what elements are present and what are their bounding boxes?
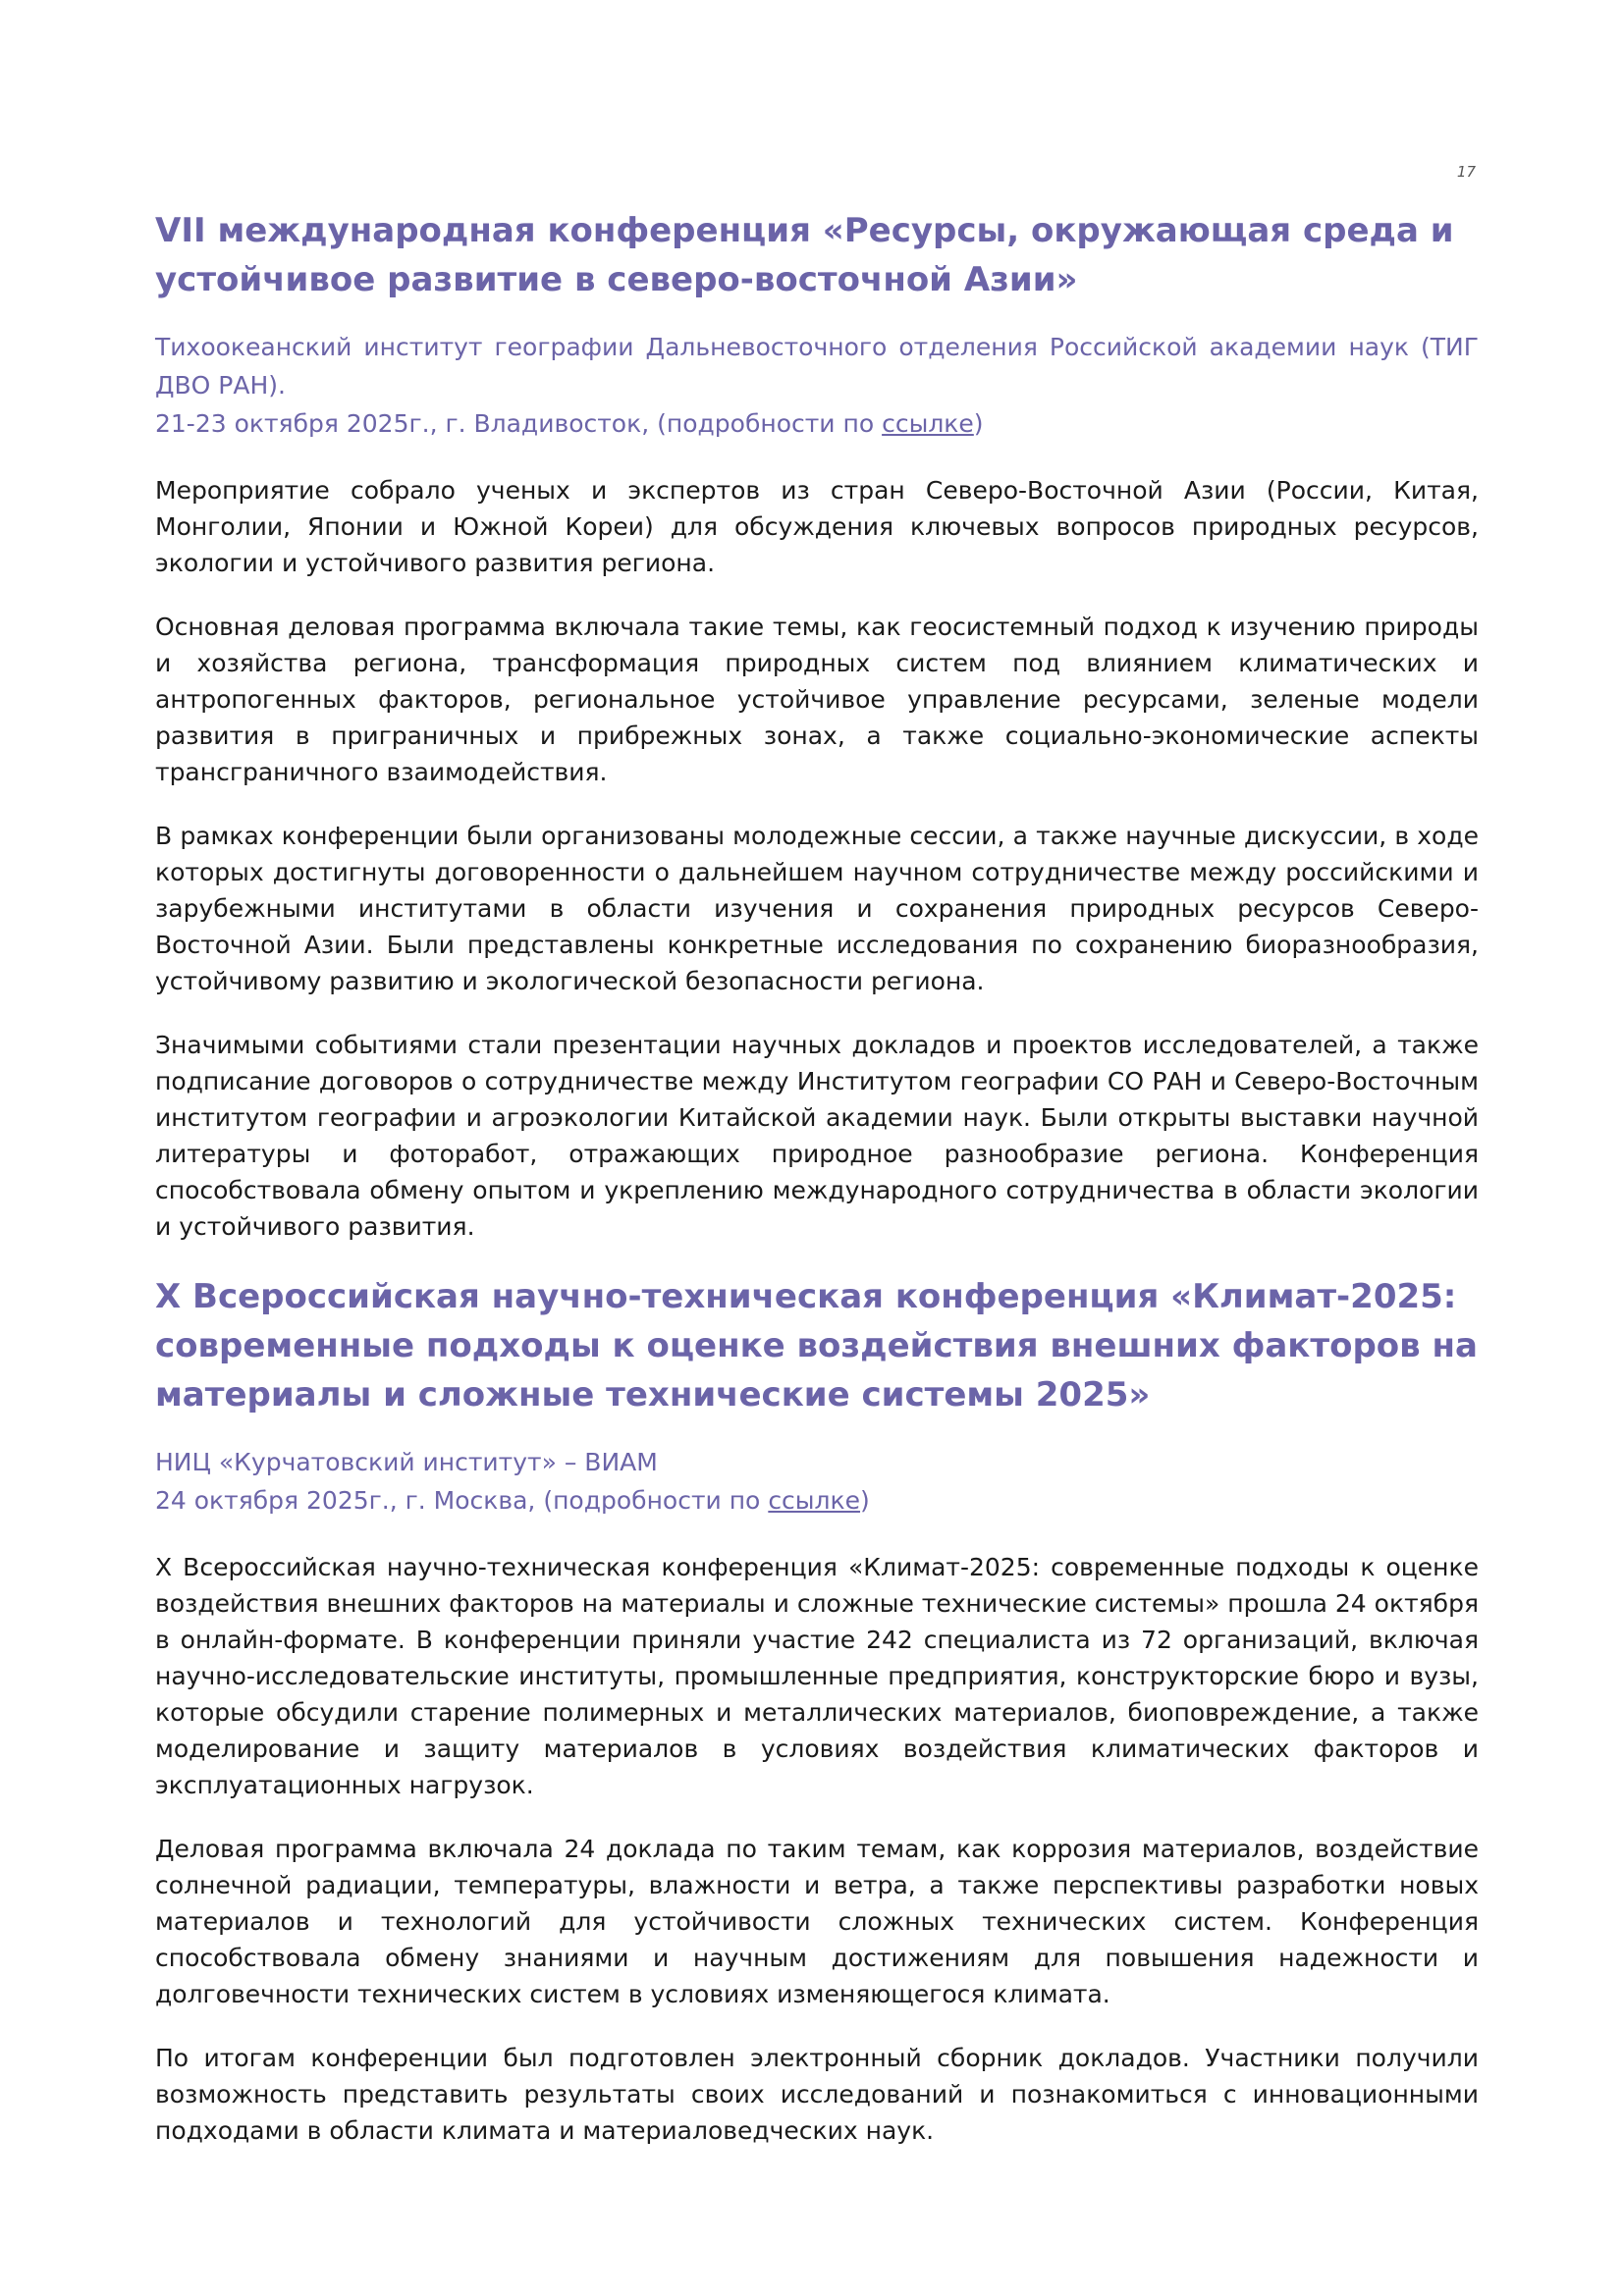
date-place-text: 24 октября 2025г., г. Москва, (подробности по — [155, 1486, 769, 1515]
organizer: НИЦ «Курчатовский институт» – ВИАМ — [155, 1448, 658, 1476]
organizer: Тихоокеанский институт географии Дальневосточного отделения Российской академии наук (ТИГ ДВО РАН). — [155, 333, 1479, 400]
date-place-text: 21-23 октября 2025г., г. Владивосток, (подробности по — [155, 409, 883, 438]
section-meta — [155, 328, 1479, 443]
conference-section-2 — [155, 1272, 1479, 2149]
date-place — [155, 1481, 1479, 1520]
details-link[interactable]: ссылке — [768, 1486, 861, 1515]
paragraph: В рамках конференции были организованы молодежные сессии, а также научные дискуссии, в ходе которых достигнуты договоренности о дальнейшем научном сотрудничестве между российскими и зарубежными институтами в области изучения и сохранения природных ресурсов Северо-Восточной Азии. Были представлены конкретные исследования по сохранению биоразнообразия, устойчивому развитию и экологической безопасности региона. — [155, 822, 1479, 995]
section-meta — [155, 1443, 1479, 1520]
page-number: 17 — [1456, 163, 1476, 181]
paragraph: Значимыми событиями стали презентации научных докладов и проектов исследователей, а также подписание договоров о сотрудничестве между Институтом географии СО РАН и Северо-Восточным институтом географии и агроэкологии Китайской академии наук. Были открыты выставки научной литературы и фоторабот, отражающих природное разнообразие региона. Конференция способствовала обмену опытом и укреплению международного сотрудничества в области экологии и устойчивого развития. — [155, 1031, 1479, 1241]
date-place-end: ) — [973, 409, 984, 438]
page-content — [155, 206, 1479, 2176]
paragraph: Основная деловая программа включала такие темы, как геосистемный подход к изучению природы и хозяйства региона, трансформация природных систем под влиянием климатических и антропогенных факторов, региональное устойчивое управление ресурсами, зеленые модели развития в приграничных и прибрежных зонах, а также социально-экономические аспекты трансграничного взаимодействия. — [155, 613, 1479, 786]
paragraph: По итогам конференции был подготовлен электронный сборник докладов. Участники получили возможность представить результаты своих исследований и познакомиться с инновационными подходами в области климата и материаловедческих наук. — [155, 2044, 1479, 2145]
paragraph: Деловая программа включала 24 доклада по таким темам, как коррозия материалов, воздействие солнечной радиации, температуры, влажности и ветра, а также перспективы разработки новых материалов и технологий для устойчивости сложных технических систем. Конференция способствовала обмену знаниями и научным достижениям для повышения надежности и долговечности технических систем в условиях изменяющегося климата. — [155, 1835, 1479, 2008]
paragraph: Мероприятие собрало ученых и экспертов из стран Северо-Восточной Азии (России, Китая, Монголии, Японии и Южной Кореи) для обсуждения ключевых вопросов природных ресурсов, экологии и устойчивого развития региона. — [155, 476, 1479, 577]
conference-section-1 — [155, 206, 1479, 1245]
paragraph: X Всероссийская научно-техническая конференция «Климат-2025: современные подходы к оценке воздействия внешних факторов на материалы и сложные технические системы» прошла 24 октября в онлайн-формате. В конференции приняли участие 242 специалиста из 72 организаций, включая научно-исследовательские институты, промышленные предприятия, конструкторские бюро и вузы, которые обсудили старение полимерных и металлических материалов, биоповреждение, а также моделирование и защиту материалов в условиях воздействия климатических факторов и эксплуатационных нагрузок. — [155, 1553, 1479, 1799]
details-link[interactable]: ссылке — [882, 409, 974, 438]
date-place-end: ) — [860, 1486, 870, 1515]
date-place — [155, 404, 1479, 443]
section-title: VII международная конференция «Ресурсы, окружающая среда и устойчивое развитие в северо-восточной Азии» — [155, 211, 1454, 299]
section-title: X Всероссийская научно-техническая конференция «Климат-2025: современные подходы к оценке воздействия внешних факторов на материалы и сложные технические системы 2025» — [155, 1277, 1478, 1415]
